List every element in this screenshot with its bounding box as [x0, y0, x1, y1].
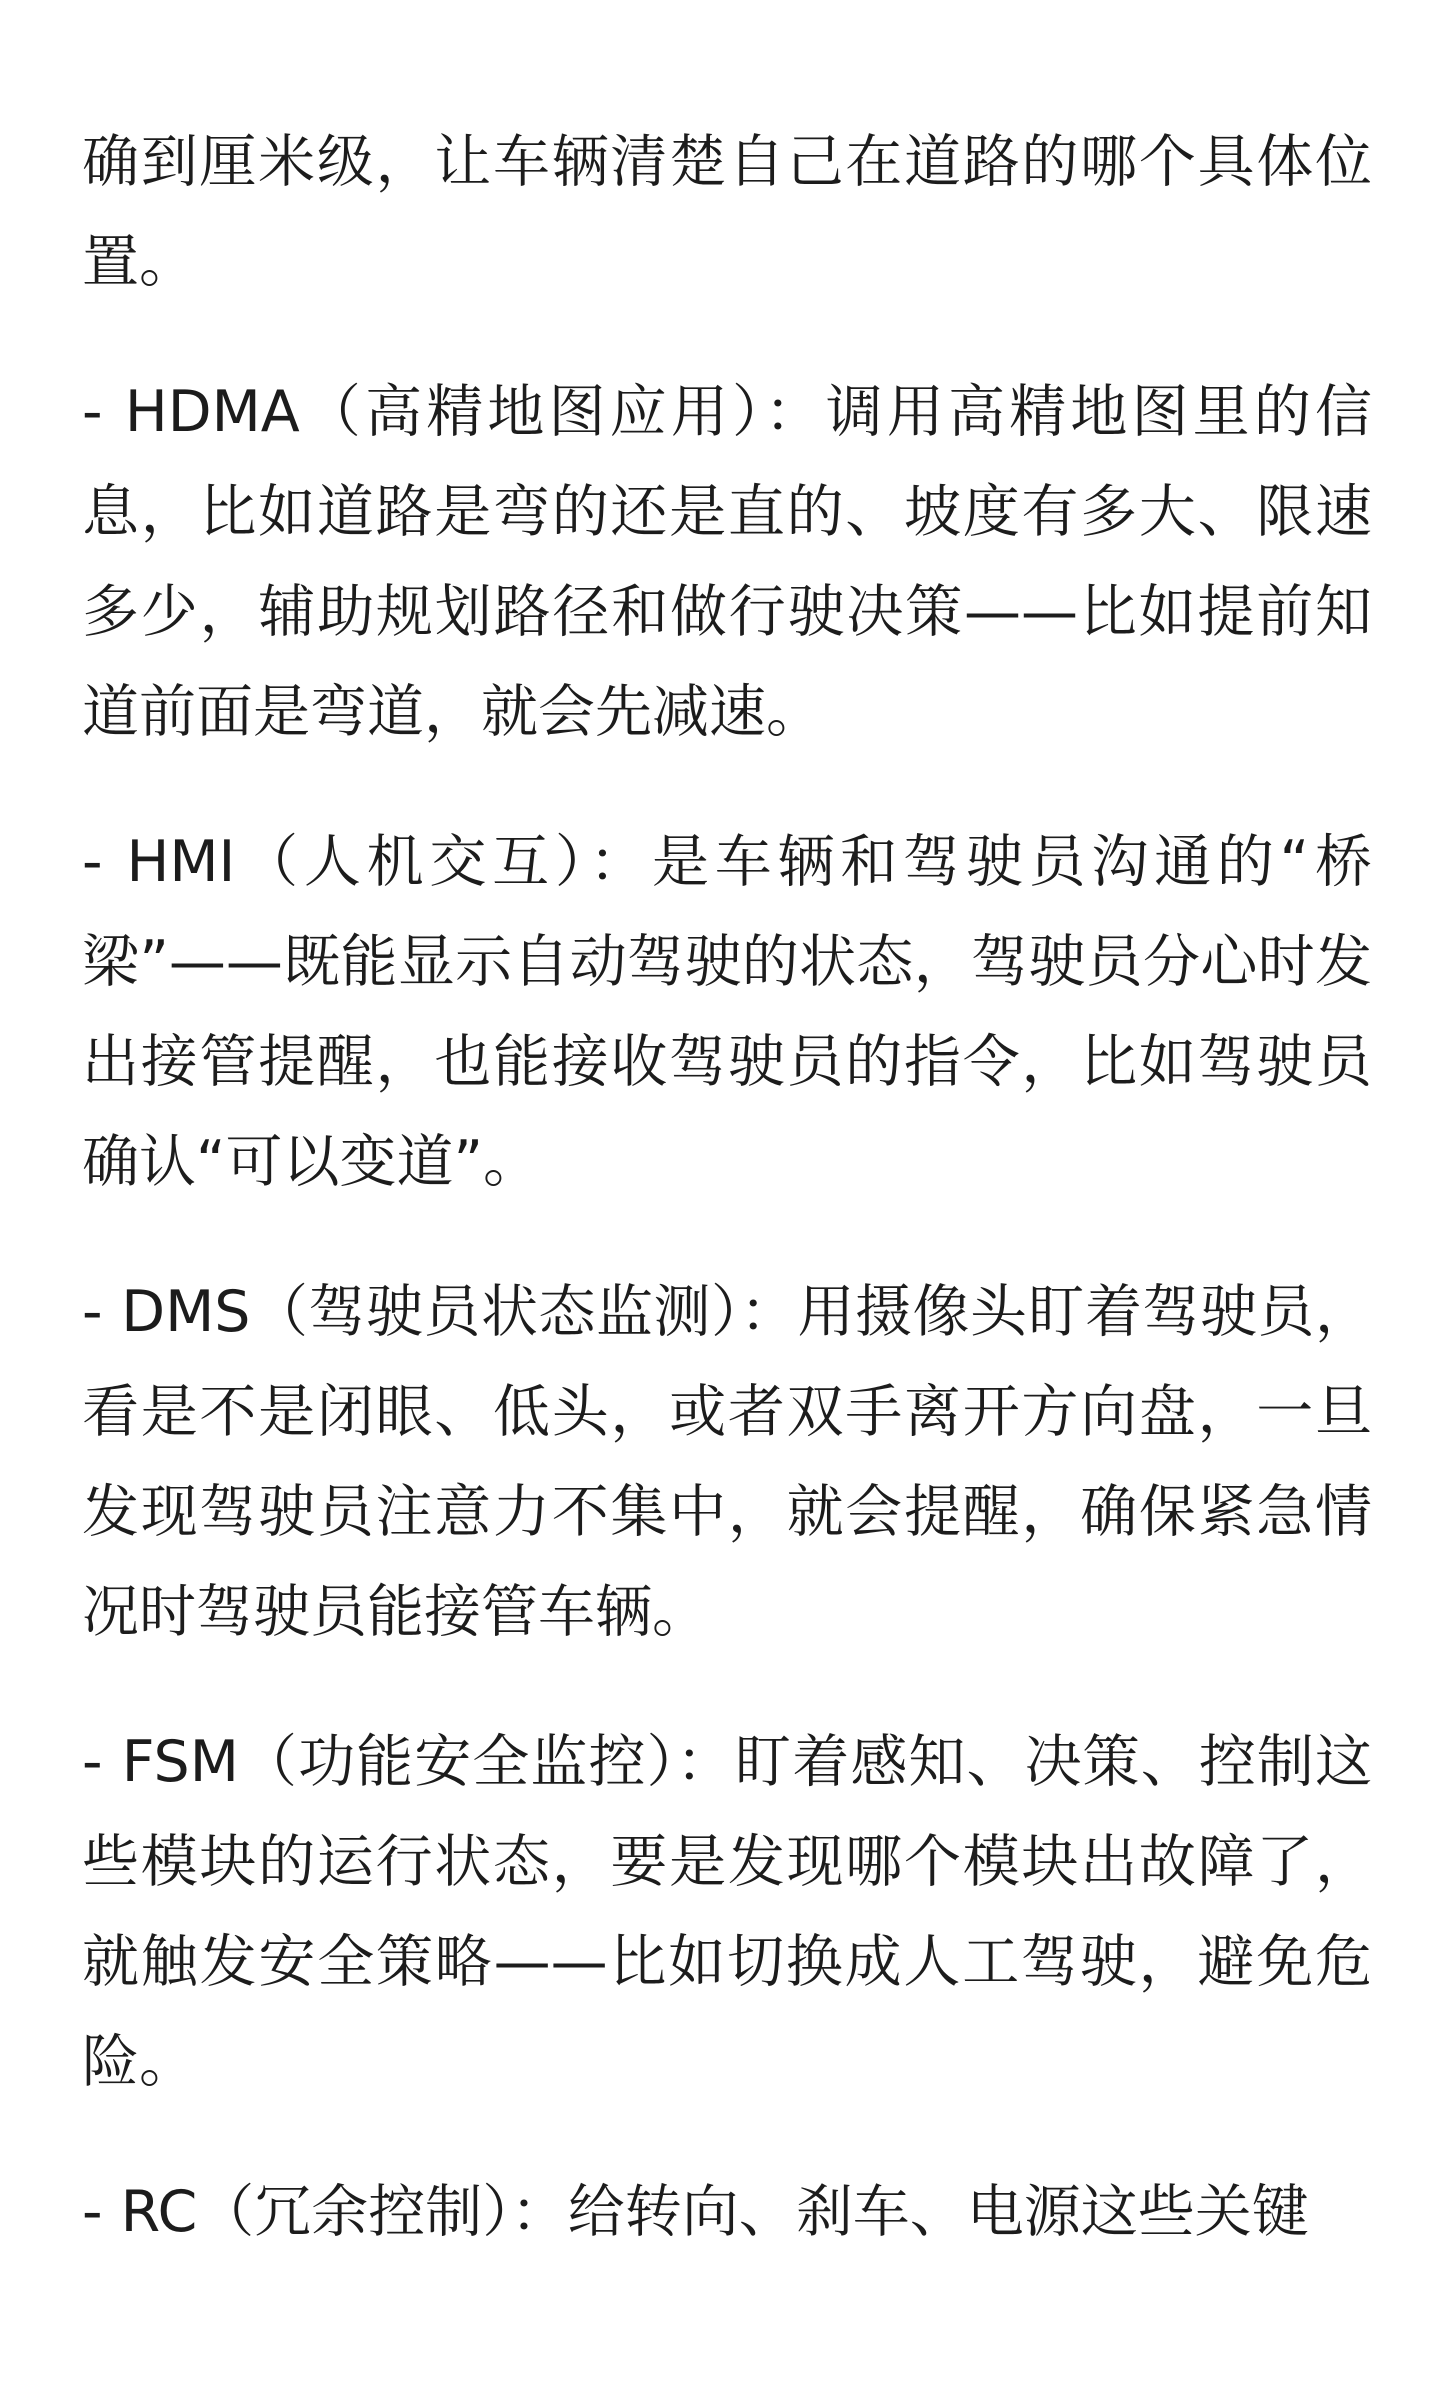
paragraph-hdma: - HDMA（高精地图应用）：调用高精地图里的信息，比如道路是弯的还是直的、坡度有多大、限速多少，辅助规划路径和做行驶决策——比如提前知道前面是弯道，就会先减速。 [82, 379, 1372, 745]
paragraph-dms: - DMS（驾驶员状态监测）：用摄像头盯着驾驶员，看是不是闭眼、低头，或者双手离开方向盘，一旦发现驾驶员注意力不集中，就会提醒，确保紧急情况时驾驶员能接管车辆。 [82, 1279, 1372, 1645]
paragraph-fsm: - FSM（功能安全监控）：盯着感知、决策、控制这些模块的运行状态，要是发现哪个模块出故障了，就触发安全策略——比如切换成人工驾驶，避免危险。 [82, 1729, 1372, 2095]
paragraph-hmi: - HMI（人机交互）：是车辆和驾驶员沟通的“桥梁”——既能显示自动驾驶的状态，驾驶员分心时发出接管提醒，也能接收驾驶员的指令，比如驾驶员确认“可以变道”。 [82, 829, 1372, 1195]
paragraph-localization: 确到厘米级，让车辆清楚自己在道路的哪个具体位置。 [82, 129, 1372, 295]
paragraph-rc: - RC（冗余控制）：给转向、刹车、电源这些关键 [82, 2179, 1309, 2245]
article-body [82, 112, 1372, 2262]
